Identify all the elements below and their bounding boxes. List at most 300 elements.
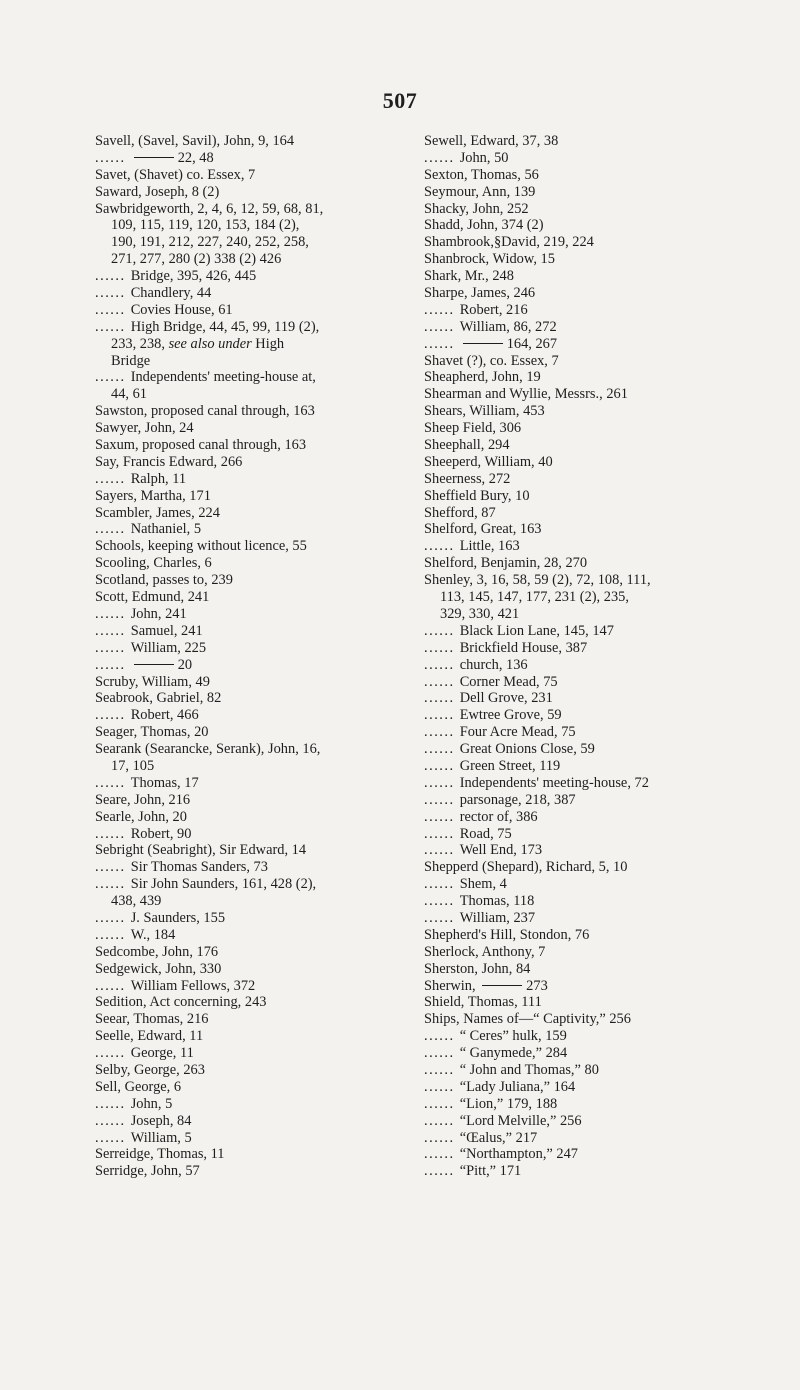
- ditto-dots: ......: [424, 774, 460, 791]
- index-entry: [424, 1011, 734, 1028]
- index-entry: [424, 1028, 734, 1045]
- entry-text: Thomas, 17: [130, 774, 199, 791]
- ditto-dots: ......: [95, 859, 131, 876]
- ditto-dots: ......: [424, 724, 460, 741]
- index-entry: [95, 792, 440, 809]
- entry-text: William, 86, 272: [459, 318, 557, 335]
- index-entry: [424, 606, 734, 623]
- entry-text: Serreidge, Thomas, 11: [95, 1146, 225, 1163]
- entry-text: Scotland, passes to, 239: [95, 572, 233, 589]
- index-entry: [424, 133, 734, 150]
- ditto-dots: ......: [95, 876, 131, 893]
- entry-text: Sebright (Seabright), Sir Edward, 14: [95, 842, 307, 859]
- entry-text: Sheep Field, 306: [424, 420, 522, 437]
- index-entry: [95, 302, 440, 319]
- ditto-dots: ......: [95, 639, 131, 656]
- entry-text-tail: 273: [526, 977, 548, 994]
- entry-text: William, 5: [130, 1129, 192, 1146]
- index-entry: [424, 420, 734, 437]
- index-entry: [424, 369, 734, 386]
- entry-text: Shefford, 87: [424, 504, 496, 521]
- index-entry: [95, 403, 440, 420]
- entry-text: Bridge: [111, 352, 151, 369]
- index-entry: [424, 386, 734, 403]
- index-entry: [95, 505, 440, 522]
- index-entry: [95, 1045, 440, 1062]
- entry-text: Schools, keeping without licence, 55: [95, 538, 307, 555]
- entry-text: Dell Grove, 231: [459, 690, 553, 707]
- entry-text: Sawston, proposed canal through, 163: [95, 403, 315, 420]
- entry-text: Shambrook,§David, 219, 224: [424, 234, 594, 251]
- index-entry: [424, 707, 734, 724]
- index-entry: [95, 724, 440, 741]
- entry-text: Ships, Names of—“ Captivity,” 256: [424, 1011, 631, 1028]
- index-entry: [424, 809, 734, 826]
- ditto-dots: ......: [424, 876, 460, 893]
- entry-text: Brickfield House, 387: [459, 639, 588, 656]
- index-entry: [424, 572, 734, 589]
- index-entry: [95, 994, 440, 1011]
- entry-text: Chandlery, 44: [130, 285, 212, 302]
- entry-italic-text: see also under: [168, 335, 252, 352]
- index-entry: [95, 674, 440, 691]
- index-entry: [424, 775, 734, 792]
- ditto-dots: ......: [424, 538, 460, 555]
- entry-text: Saward, Joseph, 8 (2): [95, 183, 220, 200]
- index-entry: [95, 741, 440, 758]
- ditto-dots: ......: [95, 656, 131, 673]
- entry-text: church, 136: [459, 656, 528, 673]
- entry-text: 271, 277, 280 (2) 338 (2) 426: [111, 251, 282, 268]
- index-entry: [95, 1028, 440, 1045]
- index-entry: [424, 471, 734, 488]
- index-entry: [424, 437, 734, 454]
- entry-text: Independents' meeting-house at,: [130, 369, 316, 386]
- entry-text: John, 241: [130, 605, 187, 622]
- index-entry: [424, 521, 734, 538]
- entry-text: parsonage, 218, 387: [459, 791, 576, 808]
- ditto-dots: ......: [424, 909, 460, 926]
- index-entry: [424, 268, 734, 285]
- entry-text: Nathaniel, 5: [130, 521, 202, 538]
- entry-text: Seager, Thomas, 20: [95, 724, 209, 741]
- entry-text: 438, 439: [111, 893, 162, 910]
- index-entry: [424, 927, 734, 944]
- ditto-dots: ......: [95, 301, 131, 318]
- index-entry: [424, 302, 734, 319]
- entry-text: “Lord Melville,” 256: [459, 1112, 582, 1129]
- ditto-dash: [134, 664, 174, 665]
- index-entry: [95, 133, 440, 150]
- index-entry: [424, 285, 734, 302]
- ditto-dots: ......: [424, 1129, 460, 1146]
- index-entry: [424, 1163, 734, 1180]
- ditto-dots: ......: [95, 369, 131, 386]
- ditto-dots: ......: [424, 1028, 460, 1045]
- index-entry: [424, 488, 734, 505]
- ditto-dots: ......: [424, 656, 460, 673]
- entry-text: Shepperd (Shepard), Richard, 5, 10: [424, 859, 628, 876]
- entry-text: Searank (Searancke, Serank), John, 16,: [95, 741, 321, 758]
- index-entry: [424, 150, 734, 167]
- index-entry: [95, 538, 440, 555]
- index-entry: [424, 1079, 734, 1096]
- entry-text: Seear, Thomas, 216: [95, 1011, 209, 1028]
- ditto-dots: ......: [95, 318, 131, 335]
- entry-text: Thomas, 118: [459, 893, 535, 910]
- entry-text: 329, 330, 421: [440, 605, 520, 622]
- entry-text: Seabrook, Gabriel, 82: [95, 690, 222, 707]
- entry-text: 113, 145, 147, 177, 231 (2), 235,: [440, 589, 629, 606]
- index-entry: [95, 690, 440, 707]
- index-entry: [424, 623, 734, 640]
- index-entry: [95, 657, 440, 674]
- entry-text: 190, 191, 212, 227, 240, 252, 258,: [111, 234, 309, 251]
- entry-text: Seelle, Edward, 11: [95, 1028, 204, 1045]
- entry-text: Shacky, John, 252: [424, 200, 529, 217]
- ditto-dots: ......: [95, 1095, 131, 1112]
- entry-text: William, 225: [130, 639, 207, 656]
- ditto-dots: ......: [424, 825, 460, 842]
- index-entry: [424, 978, 734, 995]
- entry-text: rector of, 386: [459, 808, 538, 825]
- index-entry: [424, 589, 734, 606]
- index-entry: [424, 944, 734, 961]
- entry-text: Shanbrock, Widow, 15: [424, 251, 555, 268]
- entry-text: J. Saunders, 155: [130, 909, 226, 926]
- entry-text: Sherlock, Anthony, 7: [424, 943, 546, 960]
- index-column-left: [95, 133, 440, 1180]
- ditto-dots: ......: [424, 690, 460, 707]
- index-entry: [424, 234, 734, 251]
- ditto-dots: ......: [95, 1045, 131, 1062]
- ditto-dots: ......: [95, 825, 131, 842]
- index-entry: [424, 1113, 734, 1130]
- ditto-dots: ......: [424, 842, 460, 859]
- ditto-dots: ......: [424, 335, 460, 352]
- index-entry: [95, 1146, 440, 1163]
- index-entry: [95, 910, 440, 927]
- ditto-dots: ......: [424, 791, 460, 808]
- index-entry: [95, 927, 440, 944]
- entry-text: Sheapherd, John, 19: [424, 369, 541, 386]
- index-entry: [424, 690, 734, 707]
- ditto-dots: ......: [424, 707, 460, 724]
- index-entry: [95, 707, 440, 724]
- entry-text: Little, 163: [459, 538, 520, 555]
- entry-text: Sir John Saunders, 161, 428 (2),: [130, 876, 317, 893]
- ditto-dots: ......: [95, 521, 131, 538]
- index-entry: [424, 1130, 734, 1147]
- ditto-dots: ......: [424, 622, 460, 639]
- index-entry: [95, 268, 440, 285]
- entry-text: Black Lion Lane, 145, 147: [459, 622, 614, 639]
- index-entry: [424, 910, 734, 927]
- index-entry: [95, 353, 440, 370]
- index-entry: [95, 606, 440, 623]
- index-entry: [95, 386, 440, 403]
- entry-text: Bridge, 395, 426, 445: [130, 268, 257, 285]
- entry-text: William, 237: [459, 909, 536, 926]
- entry-text: Sayers, Martha, 171: [95, 487, 211, 504]
- index-entry: [95, 775, 440, 792]
- ditto-dots: ......: [424, 757, 460, 774]
- index-entry: [95, 336, 440, 353]
- entry-text: Samuel, 241: [130, 622, 203, 639]
- entry-text: Well End, 173: [459, 842, 543, 859]
- entry-text: Shenley, 3, 16, 58, 59 (2), 72, 108, 111,: [424, 572, 651, 589]
- ditto-dots: ......: [95, 1112, 131, 1129]
- index-entry: [424, 724, 734, 741]
- index-entry: [95, 184, 440, 201]
- entry-text: Green Street, 119: [459, 757, 561, 774]
- index-entry: [424, 454, 734, 471]
- index-entry: [424, 184, 734, 201]
- entry-text: Sedcombe, John, 176: [95, 943, 219, 960]
- entry-text: Great Onions Close, 59: [459, 741, 595, 758]
- ditto-dots: ......: [95, 977, 131, 994]
- index-entry: [424, 674, 734, 691]
- ditto-dots: ......: [424, 1078, 460, 1095]
- ditto-dots: ......: [424, 1095, 460, 1112]
- ditto-dots: ......: [95, 285, 131, 302]
- index-entry: [95, 1130, 440, 1147]
- entry-text: Joseph, 84: [130, 1112, 192, 1129]
- entry-text: 164, 267: [506, 335, 558, 352]
- entry-text: Shelford, Great, 163: [424, 521, 542, 538]
- index-entry: [95, 217, 440, 234]
- index-entry: [424, 505, 734, 522]
- entry-text: Scott, Edmund, 241: [95, 589, 210, 606]
- index-entry: [95, 876, 440, 893]
- entry-text: Ralph, 11: [130, 470, 187, 487]
- entry-text: Shem, 4: [459, 876, 507, 893]
- entry-text: High Bridge, 44, 45, 99, 119 (2),: [130, 318, 320, 335]
- ditto-dots: ......: [95, 622, 131, 639]
- ditto-dots: ......: [95, 1129, 131, 1146]
- entry-text: Sawbridgeworth, 2, 4, 6, 12, 59, 68, 81,: [95, 200, 324, 217]
- index-entry: [95, 978, 440, 995]
- ditto-dots: ......: [424, 893, 460, 910]
- index-entry: [424, 741, 734, 758]
- index-entry: [95, 944, 440, 961]
- index-entry: [424, 167, 734, 184]
- entry-text: Savell, (Savel, Savil), John, 9, 164: [95, 133, 295, 149]
- index-entry: [424, 217, 734, 234]
- index-entry: [424, 336, 734, 353]
- entry-text: 17, 105: [111, 757, 155, 774]
- page-number: 507: [382, 88, 418, 113]
- index-entry: [95, 1062, 440, 1079]
- ditto-dots: ......: [424, 673, 460, 690]
- index-entry: [95, 285, 440, 302]
- entry-text: 44, 61: [111, 386, 147, 403]
- index-entry: [424, 640, 734, 657]
- index-entry: [95, 589, 440, 606]
- ditto-dots: ......: [424, 639, 460, 656]
- index-entry: [95, 842, 440, 859]
- entry-text: Sharpe, James, 246: [424, 285, 536, 302]
- index-entry: [95, 961, 440, 978]
- entry-text: John, 5: [130, 1095, 173, 1112]
- entry-text: William Fellows, 372: [130, 977, 256, 994]
- index-entry: [424, 555, 734, 572]
- index-entry: [424, 1096, 734, 1113]
- entry-text: Scruby, William, 49: [95, 673, 210, 690]
- entry-text: Shepherd's Hill, Stondon, 76: [424, 926, 590, 943]
- index-entry: [424, 538, 734, 555]
- index-entry: [95, 201, 440, 218]
- entry-text: Shearman and Wyllie, Messrs., 261: [424, 386, 628, 403]
- entry-text: Sheephall, 294: [424, 437, 510, 454]
- index-entry: [424, 403, 734, 420]
- ditto-dots: ......: [424, 1112, 460, 1129]
- index-entry: [424, 826, 734, 843]
- index-entry: [424, 961, 734, 978]
- index-entry: [424, 994, 734, 1011]
- index-entry: [424, 1045, 734, 1062]
- index-entry: [95, 640, 440, 657]
- index-entry: [424, 893, 734, 910]
- index-entry: [424, 758, 734, 775]
- index-entry: [424, 1146, 734, 1163]
- entry-text-tail: High: [251, 335, 285, 352]
- entry-text: Corner Mead, 75: [459, 673, 558, 690]
- ditto-dots: ......: [95, 909, 131, 926]
- index-entry: [95, 167, 440, 184]
- ditto-dash: [463, 343, 503, 344]
- index-entry: [95, 826, 440, 843]
- entry-text: Sheeperd, William, 40: [424, 453, 553, 470]
- index-entry: [424, 876, 734, 893]
- index-entry: [95, 1113, 440, 1130]
- entry-text: Selby, George, 263: [95, 1061, 205, 1078]
- ditto-dots: ......: [95, 268, 131, 285]
- index-entry: [424, 859, 734, 876]
- entry-text: “Northampton,” 247: [459, 1146, 578, 1163]
- index-entry: [95, 369, 440, 386]
- index-entry: [95, 521, 440, 538]
- entry-text: Searle, John, 20: [95, 808, 187, 825]
- entry-text: Road, 75: [459, 825, 512, 842]
- entry-text: Shadd, John, 374 (2): [424, 217, 544, 234]
- entry-text: Shears, William, 453: [424, 403, 545, 420]
- ditto-dots: ......: [424, 741, 460, 758]
- ditto-dots: ......: [424, 1163, 460, 1180]
- entry-text: 233, 238,: [111, 335, 169, 352]
- index-entry: [95, 251, 440, 268]
- ditto-dots: ......: [424, 808, 460, 825]
- index-entry: [95, 758, 440, 775]
- entry-text: Sewell, Edward, 37, 38: [424, 133, 559, 149]
- entry-text: Sedgewick, John, 330: [95, 960, 222, 977]
- entry-text: Robert, 90: [130, 825, 192, 842]
- entry-text: Four Acre Mead, 75: [459, 724, 576, 741]
- entry-text: Sheffield Bury, 10: [424, 487, 530, 504]
- entry-text: Robert, 466: [130, 707, 199, 724]
- entry-text: Serridge, John, 57: [95, 1163, 200, 1180]
- index-entry: [424, 319, 734, 336]
- index-entry: [95, 420, 440, 437]
- index-entry: [424, 201, 734, 218]
- index-entry: [424, 251, 734, 268]
- entry-text: George, 11: [130, 1045, 194, 1062]
- index-entry: [95, 1096, 440, 1113]
- entry-text: Saxum, proposed canal through, 163: [95, 437, 307, 454]
- index-entry: [95, 809, 440, 826]
- entry-text: Shield, Thomas, 111: [424, 994, 542, 1011]
- index-entry: [95, 859, 440, 876]
- index-entry: [424, 657, 734, 674]
- entry-text: Savet, (Shavet) co. Essex, 7: [95, 166, 256, 183]
- entry-text: “Lion,” 179, 188: [459, 1095, 558, 1112]
- ditto-dots: ......: [95, 149, 131, 166]
- entry-text: Sherwin,: [424, 977, 480, 994]
- entry-text: Scooling, Charles, 6: [95, 555, 212, 572]
- ditto-dots: ......: [424, 1146, 460, 1163]
- index-entry: [95, 572, 440, 589]
- entry-text: Robert, 216: [459, 301, 528, 318]
- entry-text: “ John and Thomas,” 80: [459, 1061, 599, 1078]
- entry-text: “Pitt,” 171: [459, 1163, 522, 1180]
- index-entry: [95, 319, 440, 336]
- entry-text: W., 184: [130, 926, 176, 943]
- index-entry: [95, 150, 440, 167]
- entry-text: 22, 48: [177, 149, 214, 166]
- entry-text: Independents' meeting-house, 72: [459, 774, 649, 791]
- entry-text: Sir Thomas Sanders, 73: [130, 859, 268, 876]
- index-entry: [95, 234, 440, 251]
- index-entry: [424, 792, 734, 809]
- index-entry: [424, 353, 734, 370]
- entry-text: Sawyer, John, 24: [95, 420, 194, 437]
- ditto-dots: ......: [424, 301, 460, 318]
- index-entry: [424, 842, 734, 859]
- ditto-dash: [482, 985, 522, 986]
- index-entry: [95, 1163, 440, 1180]
- ditto-dots: ......: [95, 774, 131, 791]
- entry-text: Shark, Mr., 248: [424, 268, 514, 285]
- index-entry: [95, 488, 440, 505]
- entry-text: “Œalus,” 217: [459, 1129, 538, 1146]
- index-column-right: [424, 133, 734, 1180]
- entry-text: Shavet (?), co. Essex, 7: [424, 352, 559, 369]
- entry-text: “Lady Juliana,” 164: [459, 1078, 576, 1095]
- index-entry: [95, 623, 440, 640]
- entry-text: Say, Francis Edward, 266: [95, 453, 243, 470]
- index-entry: [95, 555, 440, 572]
- index-entry: [95, 471, 440, 488]
- ditto-dots: ......: [95, 470, 131, 487]
- entry-text: 109, 115, 119, 120, 153, 184 (2),: [111, 217, 300, 234]
- ditto-dots: ......: [424, 1045, 460, 1062]
- index-entry: [95, 1079, 440, 1096]
- entry-text: Seare, John, 216: [95, 791, 191, 808]
- entry-text: Sell, George, 6: [95, 1078, 182, 1095]
- entry-text: “ Ceres” hulk, 159: [459, 1028, 567, 1045]
- index-entry: [95, 893, 440, 910]
- ditto-dots: ......: [95, 605, 131, 622]
- ditto-dots: ......: [95, 707, 131, 724]
- entry-text: John, 50: [459, 149, 509, 166]
- entry-text: Ewtree Grove, 59: [459, 707, 562, 724]
- entry-text: Sedition, Act concerning, 243: [95, 994, 267, 1011]
- entry-text: Sherston, John, 84: [424, 960, 531, 977]
- index-entry: [424, 1062, 734, 1079]
- entry-text: Sheerness, 272: [424, 470, 511, 487]
- index-entry: [95, 454, 440, 471]
- ditto-dots: ......: [424, 1061, 460, 1078]
